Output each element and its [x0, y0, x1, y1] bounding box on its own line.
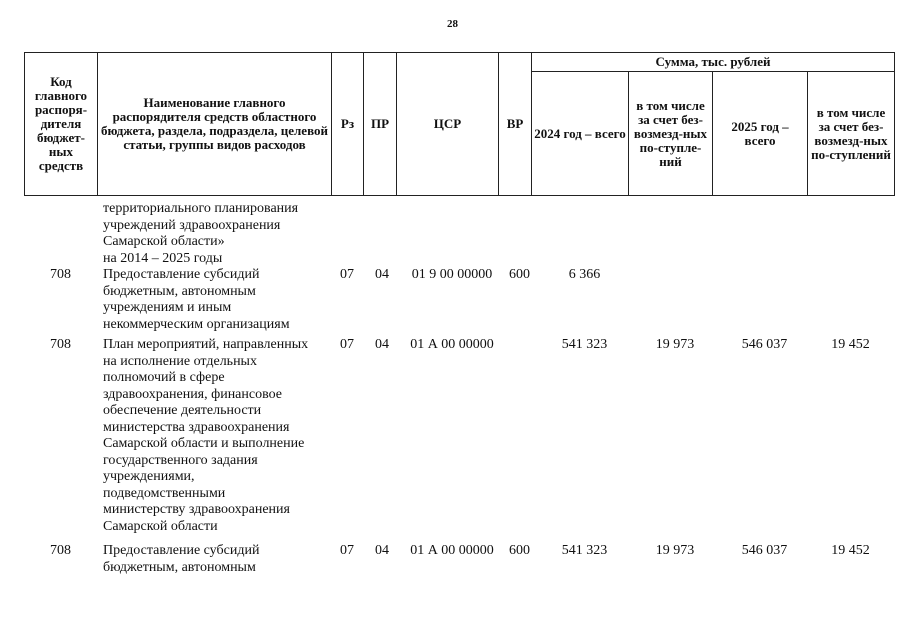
row-sum-2024: 541 323 — [561, 337, 608, 352]
header-pr: ПР — [364, 53, 397, 196]
description-line: здравоохранения, финансовое — [103, 386, 282, 402]
continuation-line: Самарской области» — [103, 234, 225, 249]
row-sum-2024: 6 366 — [568, 267, 601, 282]
continuation-line: территориального планирования — [103, 201, 299, 216]
budget-table-header — [24, 52, 895, 196]
row-code: 708 — [50, 267, 71, 282]
header-2025-free: в том числе за счет без-возмезд-ных по-ступлений — [808, 72, 895, 196]
description-line: Предоставление субсидий — [103, 543, 260, 558]
row-sum-2025-free: 19 452 — [831, 543, 870, 558]
description-line: некоммерческим организациям — [103, 316, 290, 332]
description-line: Самарской области — [103, 518, 218, 534]
description-line: на исполнение отдельных — [103, 353, 257, 369]
row-sum-2024: 541 323 — [561, 543, 608, 558]
row-description — [103, 267, 290, 333]
header-2024-total: 2024 год – всего — [532, 72, 629, 196]
description-line: министерства здравоохранения — [103, 419, 290, 435]
header-2025-total: 2025 год – всего — [713, 72, 808, 196]
page-number: 28 — [447, 18, 458, 30]
continuation-line: на 2014 – 2025 годы — [103, 250, 223, 266]
header-sum: Сумма, тыс. рублей — [532, 53, 895, 72]
row-code: 708 — [50, 543, 71, 558]
description-line: бюджетным, автономным — [103, 559, 256, 575]
row-sum-2024-free: 19 973 — [655, 543, 695, 558]
row-rz: 07 — [340, 267, 354, 282]
header-rz: Рз — [332, 53, 364, 196]
header-2024-free: в том числе за счет без-возмезд-ных по-ступле-ний — [629, 72, 713, 196]
row-pr: 04 — [375, 543, 389, 558]
row-vr: 600 — [509, 543, 530, 558]
row-rz: 07 — [340, 543, 354, 558]
row-pr: 04 — [375, 337, 389, 352]
description-line: министерству здравоохранения — [103, 502, 290, 517]
description-line: Предоставление субсидий — [103, 267, 260, 282]
row-sum-2024-free: 19 973 — [655, 337, 695, 352]
row-description — [103, 337, 308, 535]
description-line: полномочий в сфере — [103, 370, 225, 385]
row-rz: 07 — [340, 337, 354, 352]
row-sum-2025-free: 19 452 — [831, 337, 870, 352]
row-vr: 600 — [509, 267, 530, 282]
description-line: Самарской области и выполнение — [103, 436, 305, 451]
continuation-line: учреждений здравоохранения — [103, 217, 281, 233]
description-line: учреждениям и иным — [103, 300, 232, 315]
header-vr: ВР — [499, 53, 532, 196]
description-line: обеспечение деятельности — [103, 403, 262, 418]
description-line: подведомственными — [103, 485, 226, 501]
row-code: 708 — [50, 337, 71, 352]
description-line: План мероприятий, направленных — [103, 337, 309, 352]
row-csr: 01 А 00 00000 — [410, 543, 494, 558]
description-line: государственного задания — [103, 452, 258, 468]
header-code: Код главного распоря-дителя бюджет-ных средств — [25, 53, 98, 196]
row-csr: 01 9 00 00000 — [411, 267, 493, 282]
row-sum-2025: 546 037 — [741, 543, 788, 558]
description-line: учреждениями, — [103, 469, 195, 484]
continuation-block — [103, 201, 298, 267]
row-pr: 04 — [375, 267, 389, 282]
header-csr: ЦСР — [397, 53, 499, 196]
header-name: Наименование главного распорядителя средств областного бюджета, раздела, подраздела, целевой статьи, группы видов расходов — [98, 53, 332, 196]
row-sum-2025: 546 037 — [741, 337, 788, 352]
row-csr: 01 А 00 00000 — [410, 337, 494, 352]
row-description — [103, 543, 259, 576]
description-line: бюджетным, автономным — [103, 283, 256, 299]
